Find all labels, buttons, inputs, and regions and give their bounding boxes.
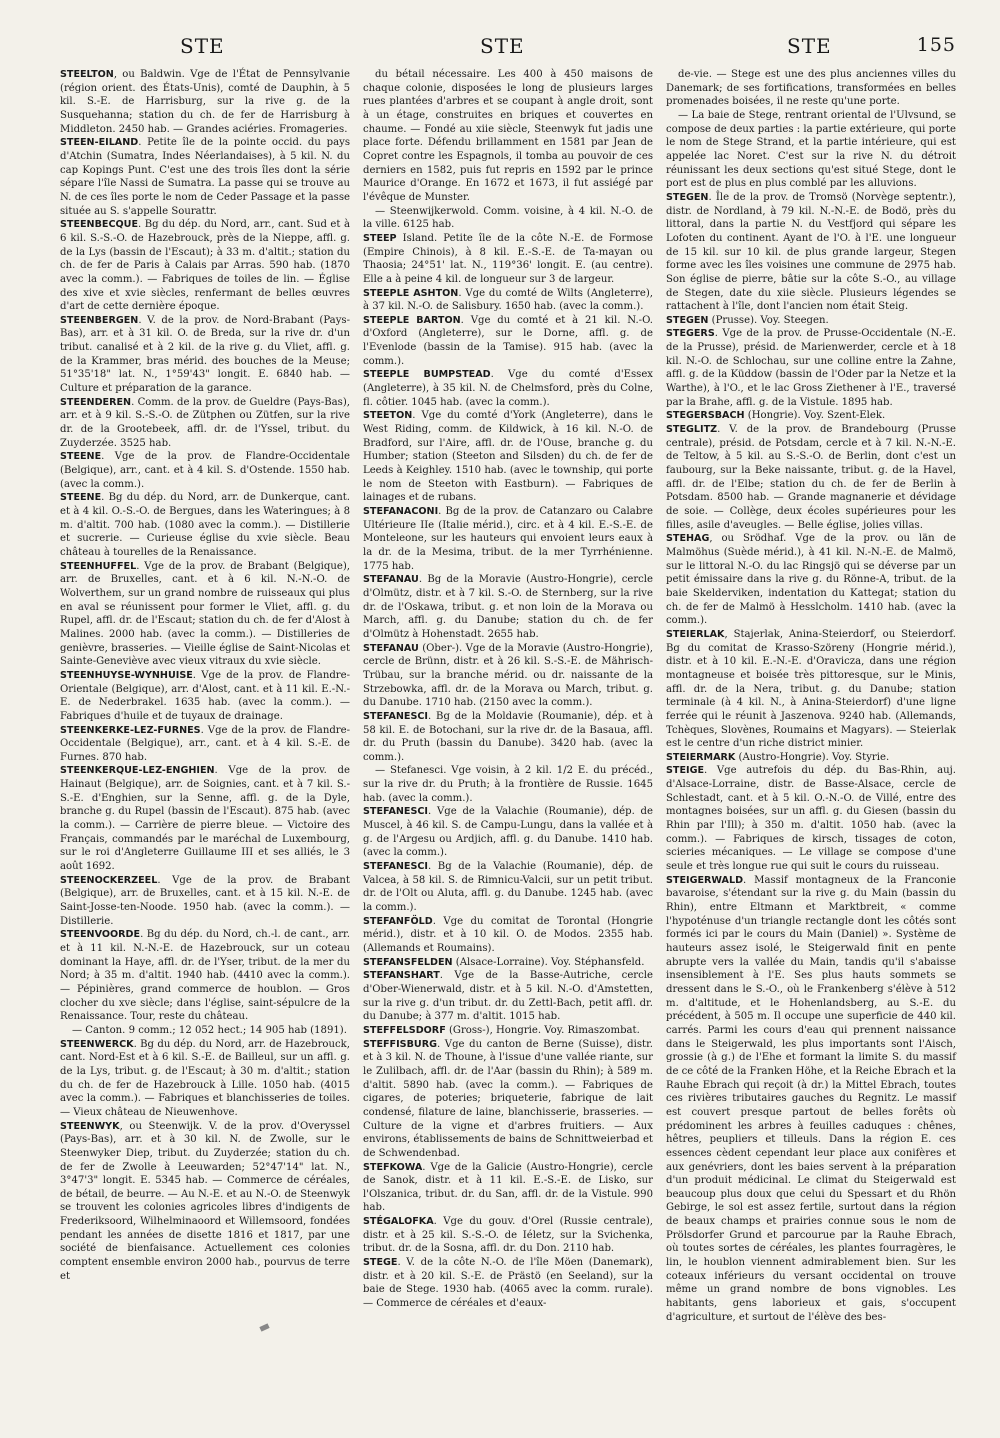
entry-text: . Vge de la prov. de Brabant (Belgique), arr. de Bruxelles, cant. et à 6 kil. N.-N.-O. de Wolverthem, sur un grand nombre de ruisseaux qui plus en aval se réunissent pour former le Vliet, affl. g. du Rupel, affl. dr. de l'Escaut; station du ch. de fer d'Alost à Malines. 2000 hab. (avec la comm.). — Distilleries de genièvre, brasseries. — Vieille église de Saint-Nicolas et Sainte-Geneviève avec vieux vitraux du xvie siècle. [60,560,350,668]
entry-headword: STEENKERKE-LEZ-FURNES [60,724,201,736]
entry-text: , ou Srödhaf. Vge de la prov. ou län de Malmöhus (Suède mérid.), à 41 kil. N.-N.-E. de Malmö, sur le littoral N.-O. du lac Ringsjö qui se déverse par un petit émissaire dans la rive g. du Rönne-A, tribut. de la baie Skelderviken, indentation du Kattegat; station du ch. de fer de Malmö à Hesslcholm. 1410 hab. (avec la comm.). [666,533,956,627]
dictionary-entry [666,874,956,1325]
dictionary-entry [666,532,956,628]
entry-text: du bétail nécessaire. Les 400 à 450 maisons de chaque colonie, disposées le long de plusieurs larges rues plantées d'arbres et se coupant à angle droit, sont à un étage, construites en briques et couvertes en chaume. — Fondé au xiie siècle, Steenwyk fut jadis une place forte. Défendu brillamment en 1581 par Jean de Copret contre les Espagnols, il tomba au pouvoir de ces derniers en 1582, puis fut repris en 1592 par le prince Maurice d'Orange. En 1672 et 1673, il fut assiégé par l'évêque de Munster. [363,69,653,203]
entry-text: , ou Steenwijk. V. de la prov. d'Overyssel (Pays-Bas), arr. et à 30 kil. N. de Zwolle, sur le Steenwyker Diep, tribut. du Zuyderzée; station du ch. de fer de Zwolle à Leeuwarden; 52°47'14" lat. N., 3°47'3" longit. E. 5345 hab. — Commerce de céréales, de bétail, de beurre. — Au N.-E. et au N.-O. de Steenwyk se trouvent les colonies agricoles libres d'indigents de Frederiksoord, Wilhelminaoord et Willemsoord, fondées pendant les années de disette 1816 et 1817, par une société de bienfaisance. Actuellement ces colonies comptent ensemble environ 2000 hab., pourvus de terre et [60,1120,350,1282]
dictionary-entry [60,669,350,724]
entry-headword: STEENBERGEN [60,314,139,326]
dictionary-entry [363,915,653,956]
dictionary-entry [666,751,956,765]
dictionary-entry [363,805,653,860]
dictionary-entry [666,327,956,409]
dictionary-entry [363,232,653,287]
dictionary-entry [666,409,956,423]
column-3 [666,68,956,1324]
entry-text: . V. de la côte N.-O. de l'île Möen (Danemark), distr. et à 20 kil. S.-E. de Prästö (en Seeland), sur la baie de Stege. 1930 hab. (4065 avec la comm. rurale). — Commerce de céréales et d'eaux- [363,1257,653,1310]
entry-text: , ou Baldwin. Vge de l'État de Pennsylvanie (région orient. des États-Unis), comté de Dauphin, à 5 kil. S.-E. de Harrisburg, sur la rive g. de la Susquehanna; station du ch. de fer de Harrisburg à Middleton. 2450 hab. — Grandes aciéries. Fromageries. [60,69,350,135]
entry-text: (Prusse). Voy. Steegen. [708,314,829,326]
dictionary-entry [60,874,350,929]
entry-text: . Vge du comté d'York (Angleterre), dans le West Riding, comm. de Kildwick, à 16 kil. N.-O. de Bradford, sur l'Aire, affl. dr. de l'Ouse, branche g. du Humber; station (Steeton and Silsden) du ch. de fer de Leeds à Keighley. 1510 hab. (avec le township, qui porte le nom de Steeton with Eastburn). — Fabriques de lainages et de rubans. [363,410,653,504]
dictionary-entry [363,409,653,505]
dictionary-entry [666,68,956,109]
dictionary-entry [666,764,956,873]
dictionary-entry [60,68,350,136]
entry-text: — Canton. 9 comm.; 12 052 hect.; 14 905 hab (1891). [72,1024,347,1036]
entry-text: . Vge du gouv. d'Orel (Russie centrale), distr. et à 25 kil. S.-S.-O. de Iéletz, sur la Svichenka, tribut. dr. de la Sosna, affl. dr. du Don. 2110 hab. [363,1216,653,1255]
entry-headword: STEEPLE BARTON [363,314,461,326]
entry-text: . Bg du dép. du Nord, arr. de Dunkerque, cant. et à 4 kil. O.-S.-O. de Bergues, dans les Wateringues; à 8 m. d'altit. 700 hab. (1080 avec la comm.). — Distillerie et sucrerie. — Curieuse église du xvie siècle. Beau château à tourelles de la Renaissance. [60,492,350,558]
entry-text: . V. de la prov. de Brandebourg (Prusse centrale), présid. de Potsdam, cercle et à 7 kil. N.-N.-E. de Teltow, à 5 kil. au S.-S.-O. de Berlin, dont c'est un faubourg, sur la Beke naissante, tribut. g. de la Havel, affl. dr. de l'Elbe; station du ch. de fer de Berlin à Potsdam. 8500 hab. — Grande magnanerie et dévidage de soie. — Collège, deux écoles supérieures pour les filles, asile d'aveugles. — Belle église, jolies villas. [666,424,956,531]
entry-text: . Vge du comté de Wilts (Angleterre), à 37 kil. N.-O. de Salisbury. 1650 hab. (avec la comm.). [363,287,653,313]
dictionary-entry [363,860,653,915]
entry-headword: STEENDEREN [60,396,132,408]
dictionary-entry [60,491,350,559]
dictionary-entry [666,191,956,314]
entry-headword: STEENWYK [60,1120,120,1132]
entry-text: . Vge de la prov. de Flandre-Occidentale (Belgique), arr., cant. et à 4 kil. S.-E. de Furnes. 870 hab. [60,724,350,763]
entry-headword: STEGEN [666,191,709,203]
entry-headword: STEFANESCI [363,806,428,818]
entry-text: . Bg de la Valachie (Roumanie), dép. de Valcea, à 58 kil. S. de Rimnicu-Valcii, sur un petit tribut. dr. de l'Olt ou Aluta, affl. g. du Danube. 1245 hab. (avec la comm.). [363,861,653,914]
entry-text: . Vge de la prov. de Hainaut (Belgique), arr. de Soignies, cant. et à 7 kil. S.-S.-E. d'Enghien, sur la Senne, affl. g. de la Dyle, branche g. du Rupel (bassin de l'Escaut). 875 hab. (avec la comm.). — Carrière de pierre bleue. — Victoire des Français, commandés par le maréchal de Luxembourg, sur le roi d'Angleterre Guillaume III et ses alliés, le 3 août 1692. [60,765,350,873]
entry-headword: STEFANAU [363,574,419,586]
entry-headword: STEFANFÖLD [363,915,433,927]
entry-headword: STEGLITZ [666,424,718,436]
dictionary-entry [60,1024,350,1038]
entry-text: . Massif montagneux de la Franconie bavaroise, s'étendant sur la rive g. du Main (bassin du Rhin), entre Eltmann et Marktbreit, « comme l'hypoténuse d'un triangle rectangle dont les côtés sont formés ici par le cours du Main (Daniel) ». Système de hauteurs assez isolé, le Steigerwald finit en pente abrupte vers la vallée du Main, tandis qu'il s'abaisse insensiblement à l'E. Ses plus hauts sommets se dressent dans le S.-O., où le Frankenberg s'élève à 512 m. d'altitude, et le Hohenlandsberg, au S.-E. du précédent, à 505 m. Il occupe une superficie de 440 kil. carrés. Parmi les cours d'eau qui prennent naissance dans le Steigerwald, les plus importants sont l'Aisch, grossie (à g.) de l'Ehe et formant la limite S. du massif de ce côté de la Franken Höhe, et la Reiche Ebrach et la Rauhe Ebrach qui reçoit (à dr.) la Mittel Ebrach, toutes ces rivières tributaires gauches du Regnitz. Le massif est couvert presque partout de belles forêts où prédominent les arbres à feuilles caduques : chênes, hêtres, peupliers et tilleuls. Dans la région E. ces essences cèdent cependant leur place aux conifères et aux genévriers, dont les baies servent à la préparation d'un produit médicinal. Le climat du Steigerwald est beaucoup plus doux que celui du Spessart et du Rhön Gebirge, le sol est assez fertile, surtout dans la région de beaux champs et prairies connue sous le nom de Prölsdorfer Grund et parcourue par la Rauhe Ebrach, où toutes sortes de céréales, les plantes fourragères, le lin, le houblon viennent admirablement bien. Sur les coteaux inférieurs du versant occidental on trouve même un grand nombre de bons vignobles. Les habitants, gens laborieux et gais, s'occupent d'agriculture, et surtout de l'élève des bes- [666,874,956,1323]
entry-text: . Vge de la prov. de Prusse-Occidentale (N.-E. de la Prusse), présid. de Marienwerder, cercle et à 18 kil. N.-O. de Schlochau, sur une colline entre la Zahne, affl. g. de la Küddow (bassin de l'Oder par la Netze et la Warthe), à l'O., et le lac Gross Ziethener à l'E., traversé par la Brahe, affl. g. de la Vistule. 1895 hab. [666,328,956,408]
header-center: STE [480,34,525,58]
running-header [60,30,956,64]
entry-text: Island. Petite île de la côte N.-E. de Formose (Empire Chinois), à 8 kil. E.-S.-E. de Ta-mayan ou Thaosia; 24°51' lat. N., 119°36' longit. E. (au centre). Elle a à peine 4 kil. de longueur sur 3 de largeur. [363,232,653,285]
dictionary-entry [363,710,653,765]
dictionary-entry [363,505,653,573]
entry-headword: STEENBECQUE [60,219,138,231]
dictionary-entry [363,573,653,641]
entry-headword: STEELTON [60,69,114,80]
entry-text: (Hongrie). Voy. Szent-Elek. [744,410,886,422]
dictionary-entry [60,560,350,669]
entry-text: . Vge du comté d'Essex (Angleterre), à 35 kil. N. de Chelmsford, près du Colne, fl. côtier. 1045 hab. (avec la comm.). [363,369,653,408]
entry-headword: STEFANSHART [363,970,440,982]
entry-headword: STEGERS [666,328,715,340]
dictionary-entry [363,1024,653,1038]
entry-headword: STEFKOWA [363,1161,423,1173]
entry-text: . Bg de la prov. de Catanzaro ou Calabre Ultérieure IIe (Italie mérid.), circ. et à 4 kil. E.-S.-E. de Monteleone, sur les hauteurs qui envoient leurs eaux à la dr. de la Mesima, tribut. de la mer Tyrrhénienne. 1775 hab. [363,506,653,572]
entry-headword: STEENWERCK [60,1038,134,1050]
dictionary-page [60,30,956,1410]
entry-text: . Petite île de la pointe occid. du pays d'Atchin (Sumatra, Indes Néerlandaises), à 5 kil. N. du cap Kopings Punt. C'est une des trois îles dont la série sépare l'île Nassi de Sumatra. La passe qui se trouve au N. de ces îles porte le nom de Ceder Passage et la passe située au S. s'appelle Sourattr. [60,137,350,217]
column-1 [60,68,350,1283]
entry-text: . Vge de la prov. de Flandre-Occidentale (Belgique), arr., cant. et à 4 kil. S. d'Ostende. 1550 hab. (avec la comm.). [60,451,350,490]
entry-headword: STEHAG [666,533,710,545]
entry-headword: STEENVOORDE [60,929,141,941]
dictionary-entry [363,368,653,409]
column-2 [363,68,653,1311]
entry-text: (Alsace-Lorraine). Voy. Stéphansfeld. [452,956,645,968]
entry-headword: STEFANAU [363,642,419,654]
entry-headword: STEENE [60,451,102,463]
entry-text: . Vge autrefois du dép. du Bas-Rhin, auj. d'Alsace-Lorraine, distr. de Basse-Alsace, cercle de Schlestadt, cant. et à 5 kil. O.-N.-O. de Villé, entre des montagnes boisées, sur un affl. g. du Giesen (bassin du Rhin par l'Ill); à 350 m. d'altit. 1050 hab. (avec la comm.). — Fabriques de kirsch, tissages de coton, scieries mécaniques. — Le village se compose d'une seule et très longue rue qui suit le cours du ruisseau. [666,765,956,873]
entry-text: de-vie. — Stege est une des plus anciennes villes du Danemark; de ses fortifications, transformées en belles promenades boisées, il ne reste qu'une porte. [666,69,956,108]
dictionary-entry [363,287,653,314]
entry-headword: STEETON [363,410,413,422]
dictionary-entry [666,628,956,751]
entry-headword: STEFANESCI [363,861,428,873]
entry-text: . Bg du dép. du Nord, ch.-l. de cant., arr. et à 11 kil. N.-N.-E. de Hazebrouck, sur un coteau dominant la Haye, affl. dr. de l'Yser, tribut. de la mer du Nord; à 35 m. d'altit. 1940 hab. (4410 avec la comm.). — Pépinières, grand commerce de houblon. — Gros clocher du xve siècle; dans l'église, saint-sépulcre de la Renaissance. Tour, reste du château. [60,929,350,1023]
entry-headword: STEEPLE ASHTON [363,287,459,299]
entry-headword: STEGE [363,1257,398,1269]
dictionary-entry [363,314,653,369]
entry-text: (Gross-), Hongrie. Voy. Rimaszombat. [445,1024,640,1036]
entry-text: . Comm. de la prov. de Gueldre (Pays-Bas), arr. et à 9 kil. S.-S.-O. de Zütphen ou Zütfen, sur la rive dr. de la Grootebeek, affl. dr. de l'Yssel, tribut. du Zuyderzée. 3525 hab. [60,396,350,449]
dictionary-entry [60,136,350,218]
entry-headword: STEFANESCI [363,710,428,722]
entry-text: (Ober-). Vge de la Moravie (Austro-Hongrie), cercle de Brünn, distr. et à 26 kil. S.-S.-E. de Mährisch-Trübau, sur la branche mérid. ou dr. naissante de la Strzebowka, affl. dr. de la Morava ou March, tribut. g. du Danube. 1710 hab. (2150 avec la comm.). [363,642,653,709]
dictionary-entry [363,764,653,805]
entry-text: . Bg du dép. du Nord, arr. de Hazebrouck, cant. Nord-Est et à 6 kil. S.-E. de Bailleul, sur un affl. g. de la Lys, tribut. g. de l'Escaut; à 30 m. d'altit.; station du ch. de fer de Hazebrouck à Lille. 1050 hab. (4015 avec la comm.). — Fabriques et blanchisseries de toiles. — Vieux château de Nieuwenhove. [60,1038,350,1118]
entry-headword: STEEPLE BUMPSTEAD [363,369,491,381]
entry-text: . Vge de la prov. de Flandre-Orientale (Belgique), arr. d'Alost, cant. et à 11 kil. E.-N.-E. de Nederbrakel. 1635 hab. (avec la comm.). — Fabriques d'huile et de tuyaux de drainage. [60,669,350,722]
entry-text: — Stefanesci. Vge voisin, à 2 kil. 1/2 E. du précéd., sur la rive dr. du Pruth; à la frontière de Russie. 1645 hab. (avec la comm.). [363,765,653,804]
entry-text: . Vge de la prov. de Brabant (Belgique), arr. de Bruxelles, cant. et à 15 kil. N.-E. de Saint-Josse-ten-Noode. 1950 hab. (avec la comm.). — Distillerie. [60,874,350,927]
dictionary-entry [363,969,653,1024]
dictionary-entry [363,1215,653,1256]
dictionary-entry [363,205,653,232]
entry-text: . Vge du canton de Berne (Suisse), distr. et à 3 kil. N. de Thoune, à l'issue d'une vallée riante, sur le Zulilbach, affl. dr. de l'Aar (bassin du Rhin); à 589 m. d'altit. 5890 hab. (avec la comm.). — Fabriques de cigares, de poteries; briqueterie, fabrique de lait condensé, filature de laine, blanchisserie, brasseries. — Culture de la vigne et d'arbres fruitiers. — Aux environs, établissements de bains de Schnittweierbad et de Schwendenbad. [363,1038,653,1159]
header-right: STE [787,34,832,58]
entry-headword: STEIGE [666,765,705,777]
entry-headword: STEENKERQUE-LEZ-ENGHIEN [60,765,215,777]
page-number: 155 [916,34,956,56]
entry-text: — La baie de Stege, rentrant oriental de l'Ulvsund, se compose de deux parties : la partie extérieure, qui porte le nom de Stege Strand, et la partie intérieure, qui est appelée lac Noret. C'est sur la rive N. du détroit réunissant les deux sections qu'est situé Stege, dont le port est de plus en plus comblé par les alluvions. [666,109,956,190]
dictionary-entry [363,956,653,970]
entry-text: . Vge de la Basse-Autriche, cercle d'Ober-Wienerwald, distr. et à 5 kil. N.-O. d'Amstetten, sur la rive g. d'un tribut. dr. du Zettl-Bach, petit affl. dr. du Danube; à 377 m. d'altit. 1015 hab. [363,970,653,1023]
entry-headword: STEIERMARK [666,751,736,763]
entry-headword: STEGERSBACH [666,410,745,422]
entry-headword: STEIGERWALD [666,874,744,886]
dictionary-entry [60,764,350,873]
dictionary-entry [363,68,653,205]
dictionary-entry [60,928,350,1024]
dictionary-entry [666,109,956,191]
entry-headword: STEIERLAK [666,628,725,640]
entry-headword: STEFFISBURG [363,1038,437,1050]
entry-headword: STÉGALOFKA [363,1216,434,1228]
dictionary-entry [60,218,350,314]
dictionary-entry [60,1038,350,1120]
entry-headword: STEEP [363,232,397,244]
dictionary-entry [666,423,956,532]
entry-text: . Bg de la Moldavie (Roumanie), dép. et à 58 kil. E. de Botochani, sur la rive dr. de la Basaua, affl. dr. du Pruth (bassin du Danube). 3420 hab. (avec la comm.). [363,710,653,763]
entry-text: . V. de la prov. de Nord-Brabant (Pays-Bas), arr. et à 31 kil. O. de Breda, sur la rive dr. d'un tribut. canalisé et à 2 kil. de la rive g. du Vliet, affl. g. de la Krammer, bras mérid. des bouches de la Meuse; 51°35'18" lat. N., 1°59'43" longit. E. 6840 hab. — Culture et préparation de la garance. [60,314,350,395]
dictionary-entry [60,450,350,491]
entry-headword: STEFFELSDORF [363,1024,446,1036]
entry-text: — Steenwijkerwold. Comm. voisine, à 4 kil. N.-O. de la ville. 6125 hab. [363,205,653,231]
entry-headword: STEFANACONI [363,506,439,517]
entry-text: . Vge du comté et à 21 kil. N.-O. d'Oxford (Angleterre), sur le Dorne, affl. g. de l'Evenlode (bassin de la Tamise). 915 hab. (avec la comm.). [363,314,653,367]
entry-headword: STEFANSFELDEN [363,956,453,968]
dictionary-entry [60,314,350,396]
entry-text: . Île de la prov. de Tromsö (Norvège septentr.), distr. de Nordland, à 79 kil. N.-N.-E. de Bodö, près du littoral, dans la partie N. du Vestfjord qui sépare les Lofoten du continent. Ayant de l'O. à l'E. une longueur de 15 kil. sur 10 kil. de plus grande largeur, Stegen forme avec les îles voisines une commune de 2975 hab. Son église de pierre, bâtie sur la côte S.-O., au village de Stegen, date du xiie siècle. Plusieurs légendes se rattachent à l'île, dont l'ancien nom était Steig. [666,191,956,313]
entry-headword: STEENE [60,492,102,504]
entry-text: . Vge de la Galicie (Austro-Hongrie), cercle de Sanok, distr. et à 11 kil. E.-S.-E. de Lisko, sur l'Olszanica, tribut. dr. du San, affl. dr. de la Vistule. 990 hab. [363,1161,653,1214]
dictionary-entry [60,396,350,451]
entry-headword: STEENOCKERZEEL [60,874,158,886]
header-left: STE [180,34,225,58]
entry-headword: STEGEN [666,314,709,326]
entry-text: . Vge du comitat de Torontal (Hongrie mérid.), distr. et à 10 kil. O. de Modos. 2355 hab. (Allemands et Roumains). [363,915,653,954]
entry-text: , Stajerlak, Anina-Steierdorf, ou Steierdorf. Bg du comitat de Krasso-Szöreny (Hongrie mérid.), distr. et à 10 kil. E.-N.-E. d'Oravicza, dans une région montagneuse et boisée très pittoresque, sur le Minis, affl. dr. de la Nera, tribut. g. du Danube; station terminale (à 4 kil. N., à Anina-Steierdorf) d'une ligne ferrée qui le réunit à Jaszenova. 9240 hab. (Allemands, Tchèques, Slovènes, Roumains et Magyars). — Steierlak est le centre d'un riche district minier. [666,628,956,750]
dictionary-entry [60,724,350,765]
entry-text: (Austro-Hongrie). Voy. Styrie. [735,751,890,763]
dictionary-entry [666,314,956,328]
dictionary-entry [363,1256,653,1311]
dictionary-entry [363,1038,653,1161]
entry-text: . Vge de la Valachie (Roumanie), dép. de Muscel, à 46 kil. S. de Campu-Lungu, dans la vallée et à g. de l'Argesu ou Ardjich, affl. g. du Danube. 1410 hab. (avec la comm.). [363,806,653,859]
entry-headword: STEEN-EILAND [60,137,139,149]
dictionary-entry [363,1161,653,1216]
entry-headword: STEENHUYSE-WYNHUISE [60,669,193,681]
dictionary-entry [363,642,653,710]
dictionary-entry [60,1120,350,1284]
entry-text: . Bg de la Moravie (Austro-Hongrie), cercle d'Olmütz, distr. et à 7 kil. S.-O. de Sternberg, sur la rive dr. de l'Oskawa, tribut. g. et non loin de la Morava ou March, affl. g. du Danube; station du ch. de fer d'Olmütz à Hohenstadt. 2655 hab. [363,574,653,640]
entry-headword: STEENHUFFEL [60,560,137,572]
entry-text: . Bg du dép. du Nord, arr., cant. Sud et à 6 kil. S.-S.-O. de Hazebrouck, près de la Nieppe, affl. g. de la Lys (bassin de l'Escaut); à 33 m. d'altit.; station du ch. de fer de Paris à Calais par Arras. 590 hab. (1870 avec la comm.). — Fabriques de toiles de lin. — Église des xive et xvie siècles, renfermant de belles œuvres d'art de cette dernière époque. [60,219,350,313]
